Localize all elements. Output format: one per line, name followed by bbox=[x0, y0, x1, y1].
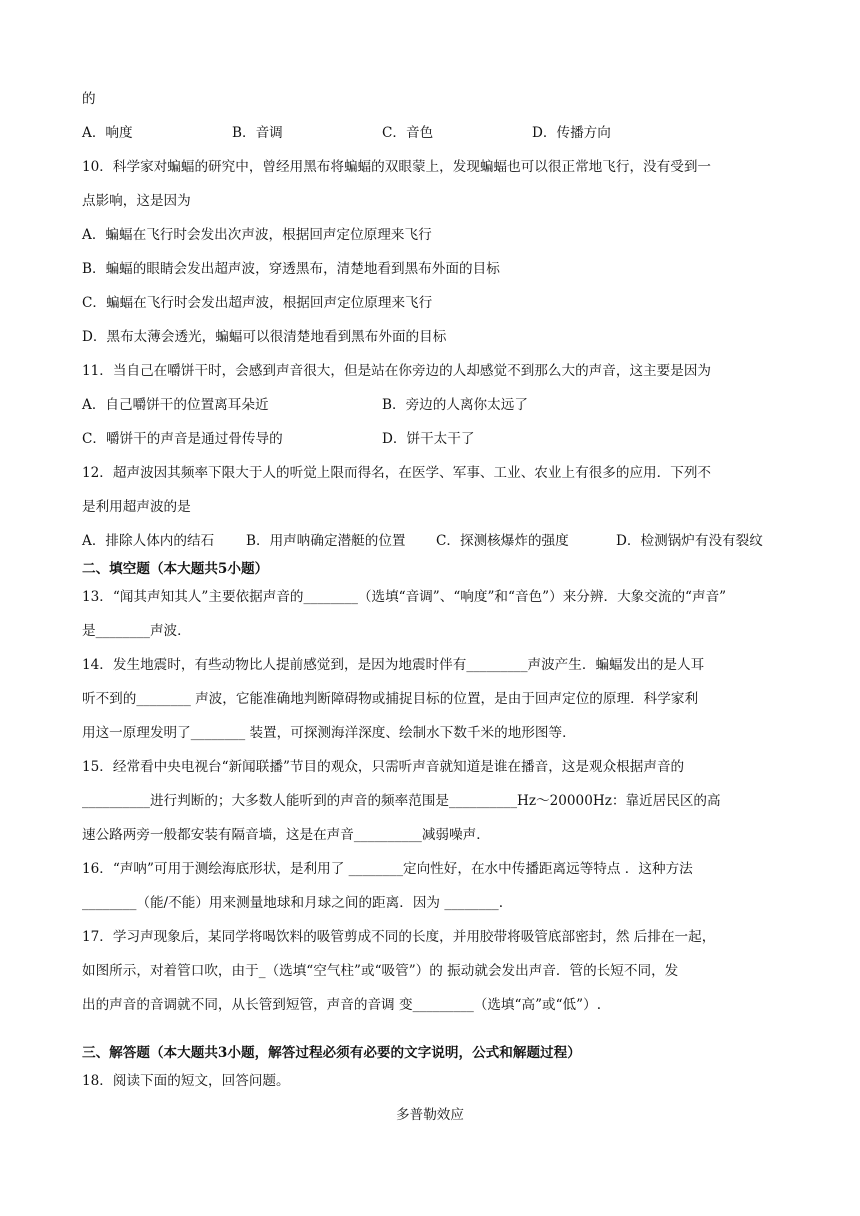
q15-line3: 速公路两旁一般都安装有隔音墙，这是在声音__________减弱噪声． bbox=[82, 827, 490, 843]
q9-option-b: B．音调 bbox=[232, 125, 283, 141]
q12-stem-line2: 是利用超声波的是 bbox=[82, 499, 191, 515]
q12-option-d: D．检测锅炉有没有裂纹 bbox=[616, 533, 763, 549]
q13-line1: 13．“闻其声知其人”主要依据声音的________（选填“音调”、“响度”和“音色”）来分辨．大象交流的“声音” bbox=[82, 589, 727, 605]
q13-line2: 是________声波． bbox=[82, 623, 191, 639]
q17-line1: 17．学习声现象后，某同学将喝饮料的吸管剪成不同的长度，并用胶带将吸管底部密封，然 后排在一起， bbox=[82, 929, 716, 945]
q10-option-c: C．蝙蝠在飞行时会发出超声波，根据回声定位原理来飞行 bbox=[82, 295, 433, 311]
q11-option-a: A．自己嚼饼干的位置离耳朵近 bbox=[82, 397, 269, 413]
q9-option-d: D．传播方向 bbox=[532, 125, 611, 141]
section-2-heading: 二、填空题（本大题共5小题） bbox=[82, 561, 269, 577]
q16-line2: ________（能/不能）用来测量地球和月球之间的距离．因为 ________. bbox=[82, 895, 504, 911]
q10-option-a: A．蝙蝠在飞行时会发出次声波，根据回声定位原理来飞行 bbox=[82, 227, 432, 243]
q10-option-d: D．黑布太薄会透光，蝙蝠可以很清楚地看到黑布外面的目标 bbox=[82, 329, 447, 345]
q11-stem: 11．当自己在嚼饼干时，会感到声音很大，但是站在你旁边的人却感觉不到那么大的声音，这主要是因为 bbox=[82, 363, 712, 379]
q18-article-title: 多普勒效应 bbox=[396, 1107, 464, 1123]
q15-line2: __________进行判断的；大多数人能听到的声音的频率范围是__________Hz～20000Hz：靠近居民区的高 bbox=[82, 793, 721, 809]
q10-stem-line1: 10．科学家对蝙蝠的研究中，曾经用黑布将蝙蝠的双眼蒙上，发现蝙蝠也可以很正常地飞行，没有受到一 bbox=[82, 159, 712, 175]
q16-line1: 16．“声呐”可用于测绘海底形状，是利用了 ________定向性好，在水中传播距离远等特点 ．这种方法 bbox=[82, 861, 693, 877]
q9-option-a: A．响度 bbox=[82, 125, 133, 141]
q10-option-b: B．蝙蝠的眼睛会发出超声波，穿透黑布，清楚地看到黑布外面的目标 bbox=[82, 261, 500, 277]
q15-line1: 15．经常看中央电视台“新闻联播”节目的观众，只需听声音就知道是谁在播音，这是观众根据声音的 bbox=[82, 759, 685, 775]
q14-line1: 14．发生地震时，有些动物比人提前感觉到，是因为地震时伴有_________声波产生．蝙蝠发出的是人耳 bbox=[82, 657, 705, 673]
q14-line2: 听不到的________ 声波，它能准确地判断障碍物或捕捉目标的位置，是由于回声定位的原理．科学家利 bbox=[82, 691, 699, 707]
q17-line3: 出的声音的音调就不同，从长管到短管，声音的音调 变_________（选填“高”或“低”）. bbox=[82, 997, 602, 1013]
q11-option-d: D．饼干太干了 bbox=[382, 431, 475, 447]
q18-stem: 18．阅读下面的短文，回答问题。 bbox=[82, 1073, 290, 1089]
q9-option-c: C．音色 bbox=[382, 125, 434, 141]
q12-stem-line1: 12．超声波因其频率下限大于人的听觉上限而得名，在医学、军事、工业、农业上有很多的应用．下列不 bbox=[82, 465, 712, 481]
q9-stem-tail: 的 bbox=[82, 91, 96, 107]
q12-option-b: B．用声呐确定潜艇的位置 bbox=[246, 533, 406, 549]
q10-stem-line2: 点影响，这是因为 bbox=[82, 193, 191, 209]
section-3-heading: 三、解答题（本大题共3小题，解答过程必须有必要的文字说明，公式和解题过程） bbox=[82, 1045, 581, 1061]
q12-option-c: C．探测核爆炸的强度 bbox=[436, 533, 569, 549]
q11-option-c: C．嚼饼干的声音是通过骨传导的 bbox=[82, 431, 283, 447]
q12-option-a: A．排除人体内的结石 bbox=[82, 533, 215, 549]
q14-line3: 用这一原理发明了________ 装置，可探测海洋深度、绘制水下数千米的地形图等． bbox=[82, 725, 576, 741]
q11-option-b: B．旁边的人离你太远了 bbox=[382, 397, 528, 413]
q17-line2: 如图所示，对着管口吹，由于_（选填“空气柱”或“吸管”）的 振动就会发出声音．管的长短不同，发 bbox=[82, 963, 679, 979]
